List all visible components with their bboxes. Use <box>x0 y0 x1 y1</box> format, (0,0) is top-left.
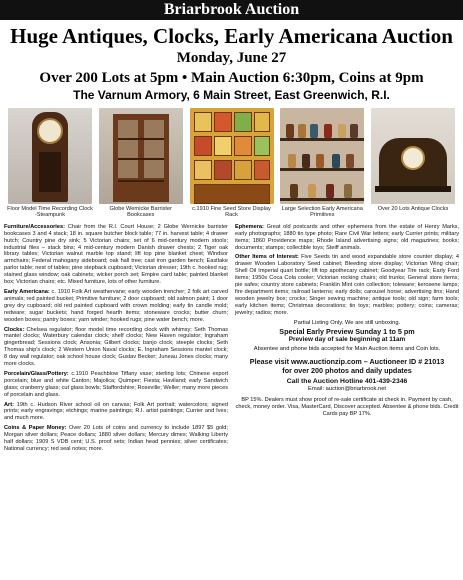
furniture-section: Furniture/Accessories: Chair from the R.I. Court House; 2 Globe Wernicke barrister bookcases 3 and 4 stack; 18 in. square butcher block table; 77 in. harvest table; 4 drawer hutch; Country pine dry sink; 5 Victorian chairs; set of 6 mid-century modern stools; industrial files – stack bins; 4 mid-century modern Danish drawer chests; 2 Tiger oak library tables; Victorian walnut marble top stand; lift top pine blanket chest; Windsor armchairs; Federal mahogany sideboard; oak hall tree; cast iron garden bench; Eastlake parlor table; nest of tables; pine stepback cupboard; Victorian dresser; 19th c. hooked rug; stained glass window; oak cabinets; wicker porch set; Empire card table; painted blanket box; Victorian chairs; etc. Mixed furniture, lots of other furniture. <box>4 223 228 286</box>
terms-note: BP 15%. Dealers must show proof of re-sale certificate at check in. Payment by cash, check, money order. Visa, MasterCard, Discover accepted. Absentee & phone bids. Credit Cards pay BP 17%. <box>235 397 459 417</box>
email-line: Email: auction@briarbrook.net <box>307 386 387 393</box>
photo-caption: c.1910 Fine Seed Store Display Rack <box>192 206 271 219</box>
ephemera-section: Ephemera: Great old postcards and other ephemera from the estate of Henry Marks, early photographs; 1880 tin type photo; Rare Civil War letters; early Currier prints; military items; 1860 Providence maps; Rhode Island advertising signs; old magazines; books; documents; stamps; collectible toys; Steiff animals. <box>235 223 459 251</box>
partial-listing-note: Partial Listing Only. We are still unboxing. <box>293 319 401 326</box>
preview-sale-day: Preview day of sale beginning at 11am <box>288 335 406 343</box>
photo-caption: Over 20 Lots Antique Clocks <box>377 206 449 212</box>
photo-caption: Large Selection Early Americana Primitives <box>281 206 363 219</box>
photo-time-clock <box>6 108 94 219</box>
art-section: Art: 19th c. Hudson River school oil on canvas; Folk Art portrait; watercolors; signed prints; early engravings; etchings; marine paintings; R.I. artist paintings; Currier and Ives; and much more. <box>4 401 228 422</box>
photo-caption: Floor Model Time Recording Clock -Steampunk <box>7 206 93 219</box>
banner-title: Briarbrook Auction <box>0 0 463 20</box>
photo-primitives <box>278 108 366 219</box>
headline: Huge Antiques, Clocks, Early Americana Auction <box>10 24 453 48</box>
auction-location: The Varnum Armory, 6 Main Street, East Greenwich, R.I. <box>73 88 390 102</box>
auction-date: Monday, June 27 <box>176 50 287 66</box>
listing-columns <box>4 224 459 456</box>
photos-updates-line: for over 200 photos and daily updates <box>282 365 412 375</box>
right-column <box>235 224 459 456</box>
absentee-note: Absentee and phone bids accepted for Main Auction items and Coin lots. <box>253 345 441 352</box>
coins-section: Coins & Paper Money: Over 20 Lots of coins and currency to include 1897 $5 gold; Morgan silver dollars; Peace dollars; 1880 silver dollars; Mercury dimes; Walking Liberty half dollars; 1909 S VDB cent; U.S. proof sets; Indian head pennies; silver certificates; National currency; red seal notes; more. <box>4 425 228 452</box>
left-column <box>4 224 228 456</box>
website-line: Please visit www.auctionzip.com – Auctioneer ID # 21013 <box>249 356 445 366</box>
early-americana-section: Early Americana: c. 1910 Folk Art weathervane; early wooden trencher; 2 folk art carved animals; red painted bucket; Primitive furniture; 2 door cupboard; old salmon paint; 1 door grey dry cupboard; old red painted cupboard with crown molding; early tin candle mold; redware; sugar buckets; hand forged hearth items; stoneware crocks; butter churn; wooden boxes; pantry boxes; yarn winder; hooked rugs; pine water bench; more. <box>4 288 228 323</box>
mantel-clock-photo <box>371 108 455 204</box>
auction-times: Over 200 Lots at 5pm • Main Auction 6:30pm, Coins at 9pm <box>39 70 424 86</box>
porcelain-section: Porcelain/Glass/Pottery: c.1910 Peachblow Tiffany vase; sterling lots; Chinese export porcelain; blue and white Canton; Majolica; Quimper; Fiesta; Haviland; early Sandwich glass; cranberry glass; cut glass bowls; Staffordshire; Roseville; Weller; many more pieces of porcelain and glass. <box>4 370 228 398</box>
photo-seed-rack <box>188 108 276 219</box>
clocks-section: Clocks: Chelsea regulator; floor model time recording clock with whimsy; Seth Thomas mantel clocks; Waterbury calendar clock; shelf clocks; New Haven regulator; Ingraham gingerbread; Sessions clock; Ansonia; Gilbert clocks; banjo clock; steeple clocks; Seth Thomas ship's clock; 2 Western Union Naval clocks; E. Ingraham Sessions mantel clock; 8 day wall regulator; oak school house clock; Gustav Becker; Juneau Jones clocks; many more clocks. <box>4 326 228 368</box>
photo-caption: Globe Wernicke Barrister Bookcases <box>109 206 172 219</box>
time-clock-photo <box>8 108 92 204</box>
bookcase-photo <box>99 108 183 204</box>
hotline-line: Call the Auction Hotline 401-439-2346 <box>286 377 408 385</box>
photo-clocks <box>369 108 457 219</box>
other-items-section: Other Items of Interest: Five Seeds tin and wood expandable store counter display; 4 drawer Wooden Laboratory Seed cabinet; Bleeding store display; Victorian Wing chair; Shell Oil Imperial quart bottle; lift top apothecary cabinet; Goodyear Tire rack; Early Ford items; 1950s Coca Cola cooler; Victorian rocking chairs; old trunks; General store items; pie safes; country store cabinets; Franklin Mint coin collection; toleware; kerosene lamps; fire department items; railroad lanterns; early dolls; carousel horse; advertising tins; Hand wooden jewelry box; crocks; Singer sewing machine; antique tools; old sign; farm tools; early kitchen items; Christmas decorations; tin toys; marbles; pottery; coins; cameras; jewelry; radios; more. <box>235 254 459 316</box>
photo-bookcases <box>97 108 185 219</box>
photo-strip <box>4 108 459 219</box>
primitives-photo <box>280 108 364 204</box>
seed-rack-photo <box>190 108 274 204</box>
preview-sunday: Special Early Preview Sunday 1 to 5 pm <box>279 326 415 336</box>
